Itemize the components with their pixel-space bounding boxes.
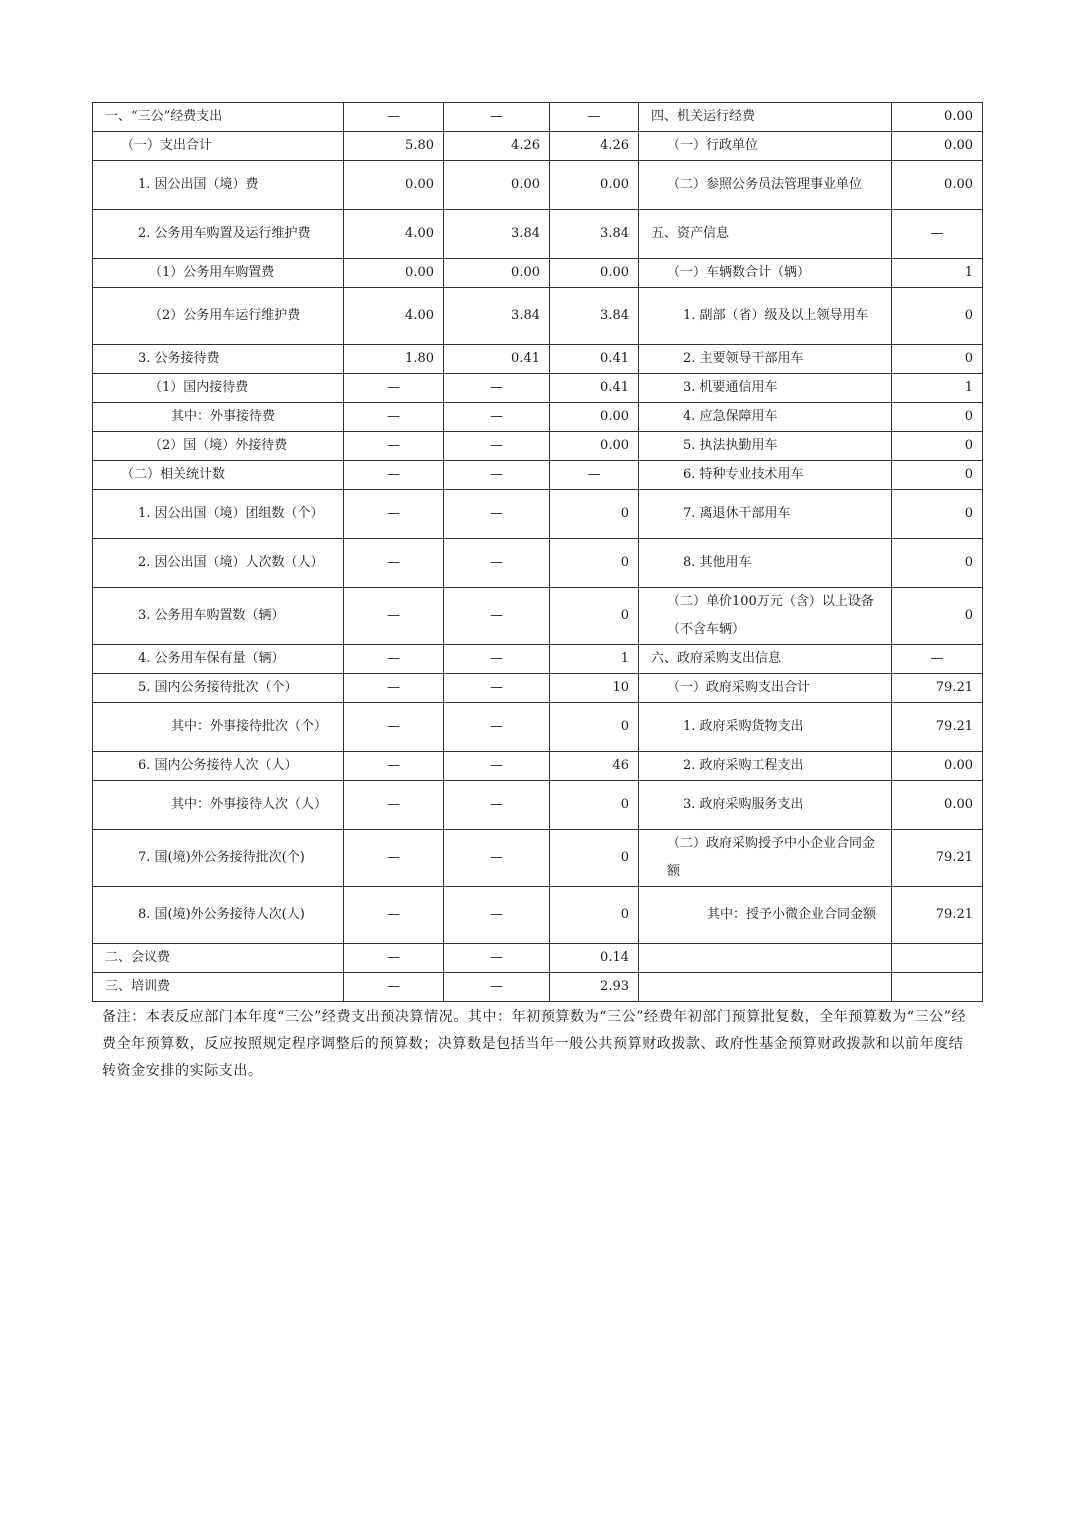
right-label: 四、机关运行经费 — [639, 103, 892, 132]
cell-v1: — — [344, 752, 444, 781]
cell-v2: — — [444, 588, 550, 645]
right-value: 0 — [892, 588, 983, 645]
cell-v3: 0 — [550, 830, 639, 887]
table-row — [93, 161, 983, 210]
cell-v2: 3.84 — [444, 210, 550, 259]
right-value: 0.00 — [892, 752, 983, 781]
right-label: 1. 政府采购货物支出 — [639, 703, 892, 752]
cell-v1: — — [344, 103, 444, 132]
right-value — [892, 944, 983, 973]
right-value: 1 — [892, 259, 983, 288]
right-label: 7. 离退休干部用车 — [639, 490, 892, 539]
right-label: （一）政府采购支出合计 — [639, 674, 892, 703]
cell-v3: 0.41 — [550, 374, 639, 403]
right-value: 0 — [892, 490, 983, 539]
row-label: 其中：外事接待批次（个） — [93, 703, 344, 752]
row-label: 2. 因公出国（境）人次数（人） — [93, 539, 344, 588]
table-row — [93, 259, 983, 288]
cell-v2: 3.84 — [444, 288, 550, 345]
table-row — [93, 461, 983, 490]
cell-v3: 0 — [550, 490, 639, 539]
row-label: 1. 因公出国（境）费 — [93, 161, 344, 210]
cell-v1: — — [344, 461, 444, 490]
cell-v1: — — [344, 703, 444, 752]
right-label: 六、政府采购支出信息 — [639, 645, 892, 674]
footnote: 备注：本表反应部门本年度“三公”经费支出预决算情况。其中：年初预算数为“三公”经费年初部门预算批复数，全年预算数为“三公”经费全年预算数，反应按照规定程序调整后的预算数；决算数是包括当年一般公共预算财政拨款、政府性基金预算财政拨款和以前年度结转资金安排的实际支出。 — [102, 1009, 967, 1079]
row-label: 二、会议费 — [93, 944, 344, 973]
right-label: 五、资产信息 — [639, 210, 892, 259]
right-label: （一）行政单位 — [639, 132, 892, 161]
table-row — [93, 674, 983, 703]
cell-v3: 3.84 — [550, 288, 639, 345]
cell-v1: — — [344, 490, 444, 539]
cell-v1: — — [344, 403, 444, 432]
cell-v2: — — [444, 703, 550, 752]
right-label: 4. 应急保障用车 — [639, 403, 892, 432]
right-value: 79.21 — [892, 830, 983, 887]
right-label: 3. 机要通信用车 — [639, 374, 892, 403]
cell-v2: — — [444, 830, 550, 887]
right-value: 0 — [892, 461, 983, 490]
row-label: 6. 国内公务接待人次（人） — [93, 752, 344, 781]
right-label: （一）车辆数合计（辆） — [639, 259, 892, 288]
cell-v3: 46 — [550, 752, 639, 781]
table-row — [93, 403, 983, 432]
right-label: 6. 特种专业技术用车 — [639, 461, 892, 490]
right-value: 0.00 — [892, 161, 983, 210]
cell-v3: 0 — [550, 539, 639, 588]
row-label: （2）公务用车运行维护费 — [93, 288, 344, 345]
cell-v2: 0.00 — [444, 161, 550, 210]
right-value: 79.21 — [892, 703, 983, 752]
row-label: 5. 国内公务接待批次（个） — [93, 674, 344, 703]
row-label: （1）公务用车购置费 — [93, 259, 344, 288]
table-row — [93, 887, 983, 944]
cell-v1: — — [344, 944, 444, 973]
right-label — [639, 973, 892, 1002]
right-value: 1 — [892, 374, 983, 403]
table-row — [93, 132, 983, 161]
table-row — [93, 103, 983, 132]
right-label: （二）参照公务员法管理事业单位 — [639, 161, 892, 210]
table-row — [93, 703, 983, 752]
right-value: 0 — [892, 403, 983, 432]
cell-v2: — — [444, 461, 550, 490]
cell-v3: 0.00 — [550, 161, 639, 210]
cell-v1: 0.00 — [344, 161, 444, 210]
cell-v2: 4.26 — [444, 132, 550, 161]
table-row — [93, 781, 983, 830]
table-row — [93, 539, 983, 588]
cell-v3: 0.00 — [550, 432, 639, 461]
cell-v1: — — [344, 539, 444, 588]
table-row — [93, 374, 983, 403]
table-row — [93, 490, 983, 539]
row-label: 一、“三公”经费支出 — [93, 103, 344, 132]
row-label: 8. 国(境)外公务接待人次(人) — [93, 887, 344, 944]
right-label: 3. 政府采购服务支出 — [639, 781, 892, 830]
right-value: 0.00 — [892, 103, 983, 132]
cell-v1: 5.80 — [344, 132, 444, 161]
cell-v1: — — [344, 432, 444, 461]
cell-v1: — — [344, 830, 444, 887]
row-label: 其中：外事接待费 — [93, 403, 344, 432]
right-value: — — [892, 210, 983, 259]
cell-v3: 0.00 — [550, 259, 639, 288]
cell-v3: — — [550, 103, 639, 132]
table-row — [93, 752, 983, 781]
table-row — [93, 210, 983, 259]
cell-v3: 3.84 — [550, 210, 639, 259]
cell-v2: — — [444, 103, 550, 132]
row-label: 1. 因公出国（境）团组数（个） — [93, 490, 344, 539]
cell-v2: — — [444, 752, 550, 781]
right-label: （二）单价100万元（含）以上设备（不含车辆） — [639, 588, 892, 645]
cell-v1: — — [344, 973, 444, 1002]
row-label: 7. 国(境)外公务接待批次(个) — [93, 830, 344, 887]
table-row — [93, 830, 983, 887]
cell-v1: — — [344, 645, 444, 674]
table-row — [93, 288, 983, 345]
row-label: 3. 公务接待费 — [93, 345, 344, 374]
cell-v1: — — [344, 588, 444, 645]
cell-v2: — — [444, 887, 550, 944]
cell-v3: 1 — [550, 645, 639, 674]
cell-v2: — — [444, 781, 550, 830]
row-label: 3. 公务用车购置数（辆） — [93, 588, 344, 645]
right-label — [639, 944, 892, 973]
cell-v3: — — [550, 461, 639, 490]
right-value: 0 — [892, 539, 983, 588]
right-value: 0 — [892, 432, 983, 461]
right-label: 8. 其他用车 — [639, 539, 892, 588]
right-value: 79.21 — [892, 887, 983, 944]
cell-v3: 0.41 — [550, 345, 639, 374]
right-value — [892, 973, 983, 1002]
cell-v3: 0.14 — [550, 944, 639, 973]
right-label: 1. 副部（省）级及以上领导用车 — [639, 288, 892, 345]
cell-v1: — — [344, 887, 444, 944]
cell-v1: 4.00 — [344, 210, 444, 259]
table-row — [93, 944, 983, 973]
row-label: （一）支出合计 — [93, 132, 344, 161]
right-value: 79.21 — [892, 674, 983, 703]
cell-v3: 4.26 — [550, 132, 639, 161]
cell-v1: 0.00 — [344, 259, 444, 288]
row-label: （1）国内接待费 — [93, 374, 344, 403]
right-label: 5. 执法执勤用车 — [639, 432, 892, 461]
table-row — [93, 588, 983, 645]
cell-v3: 2.93 — [550, 973, 639, 1002]
cell-v2: — — [444, 944, 550, 973]
row-label: 其中：外事接待人次（人） — [93, 781, 344, 830]
three-public-expenses-table — [92, 102, 983, 1002]
cell-v1: — — [344, 781, 444, 830]
cell-v2: 0.41 — [444, 345, 550, 374]
cell-v2: — — [444, 490, 550, 539]
right-label: 2. 主要领导干部用车 — [639, 345, 892, 374]
cell-v2: — — [444, 432, 550, 461]
cell-v2: — — [444, 973, 550, 1002]
cell-v2: — — [444, 403, 550, 432]
cell-v3: 0 — [550, 781, 639, 830]
cell-v1: — — [344, 674, 444, 703]
cell-v2: — — [444, 374, 550, 403]
right-label: （二）政府采购授予中小企业合同金额 — [639, 830, 892, 887]
right-value: 0 — [892, 288, 983, 345]
right-value: 0 — [892, 345, 983, 374]
cell-v3: 0 — [550, 887, 639, 944]
cell-v2: — — [444, 645, 550, 674]
right-value: — — [892, 645, 983, 674]
row-label: （二）相关统计数 — [93, 461, 344, 490]
cell-v1: 4.00 — [344, 288, 444, 345]
cell-v1: — — [344, 374, 444, 403]
right-label: 2. 政府采购工程支出 — [639, 752, 892, 781]
right-value: 0.00 — [892, 781, 983, 830]
cell-v1: 1.80 — [344, 345, 444, 374]
row-label: 2. 公务用车购置及运行维护费 — [93, 210, 344, 259]
row-label: 三、培训费 — [93, 973, 344, 1002]
table-row — [93, 973, 983, 1002]
table-row — [93, 645, 983, 674]
right-value: 0.00 — [892, 132, 983, 161]
cell-v2: — — [444, 674, 550, 703]
cell-v3: 10 — [550, 674, 639, 703]
cell-v3: 0 — [550, 588, 639, 645]
cell-v3: 0.00 — [550, 403, 639, 432]
row-label: （2）国（境）外接待费 — [93, 432, 344, 461]
right-label: 其中：授予小微企业合同金额 — [639, 887, 892, 944]
cell-v2: 0.00 — [444, 259, 550, 288]
cell-v2: — — [444, 539, 550, 588]
table-row — [93, 432, 983, 461]
row-label: 4. 公务用车保有量（辆） — [93, 645, 344, 674]
table-row — [93, 345, 983, 374]
cell-v3: 0 — [550, 703, 639, 752]
